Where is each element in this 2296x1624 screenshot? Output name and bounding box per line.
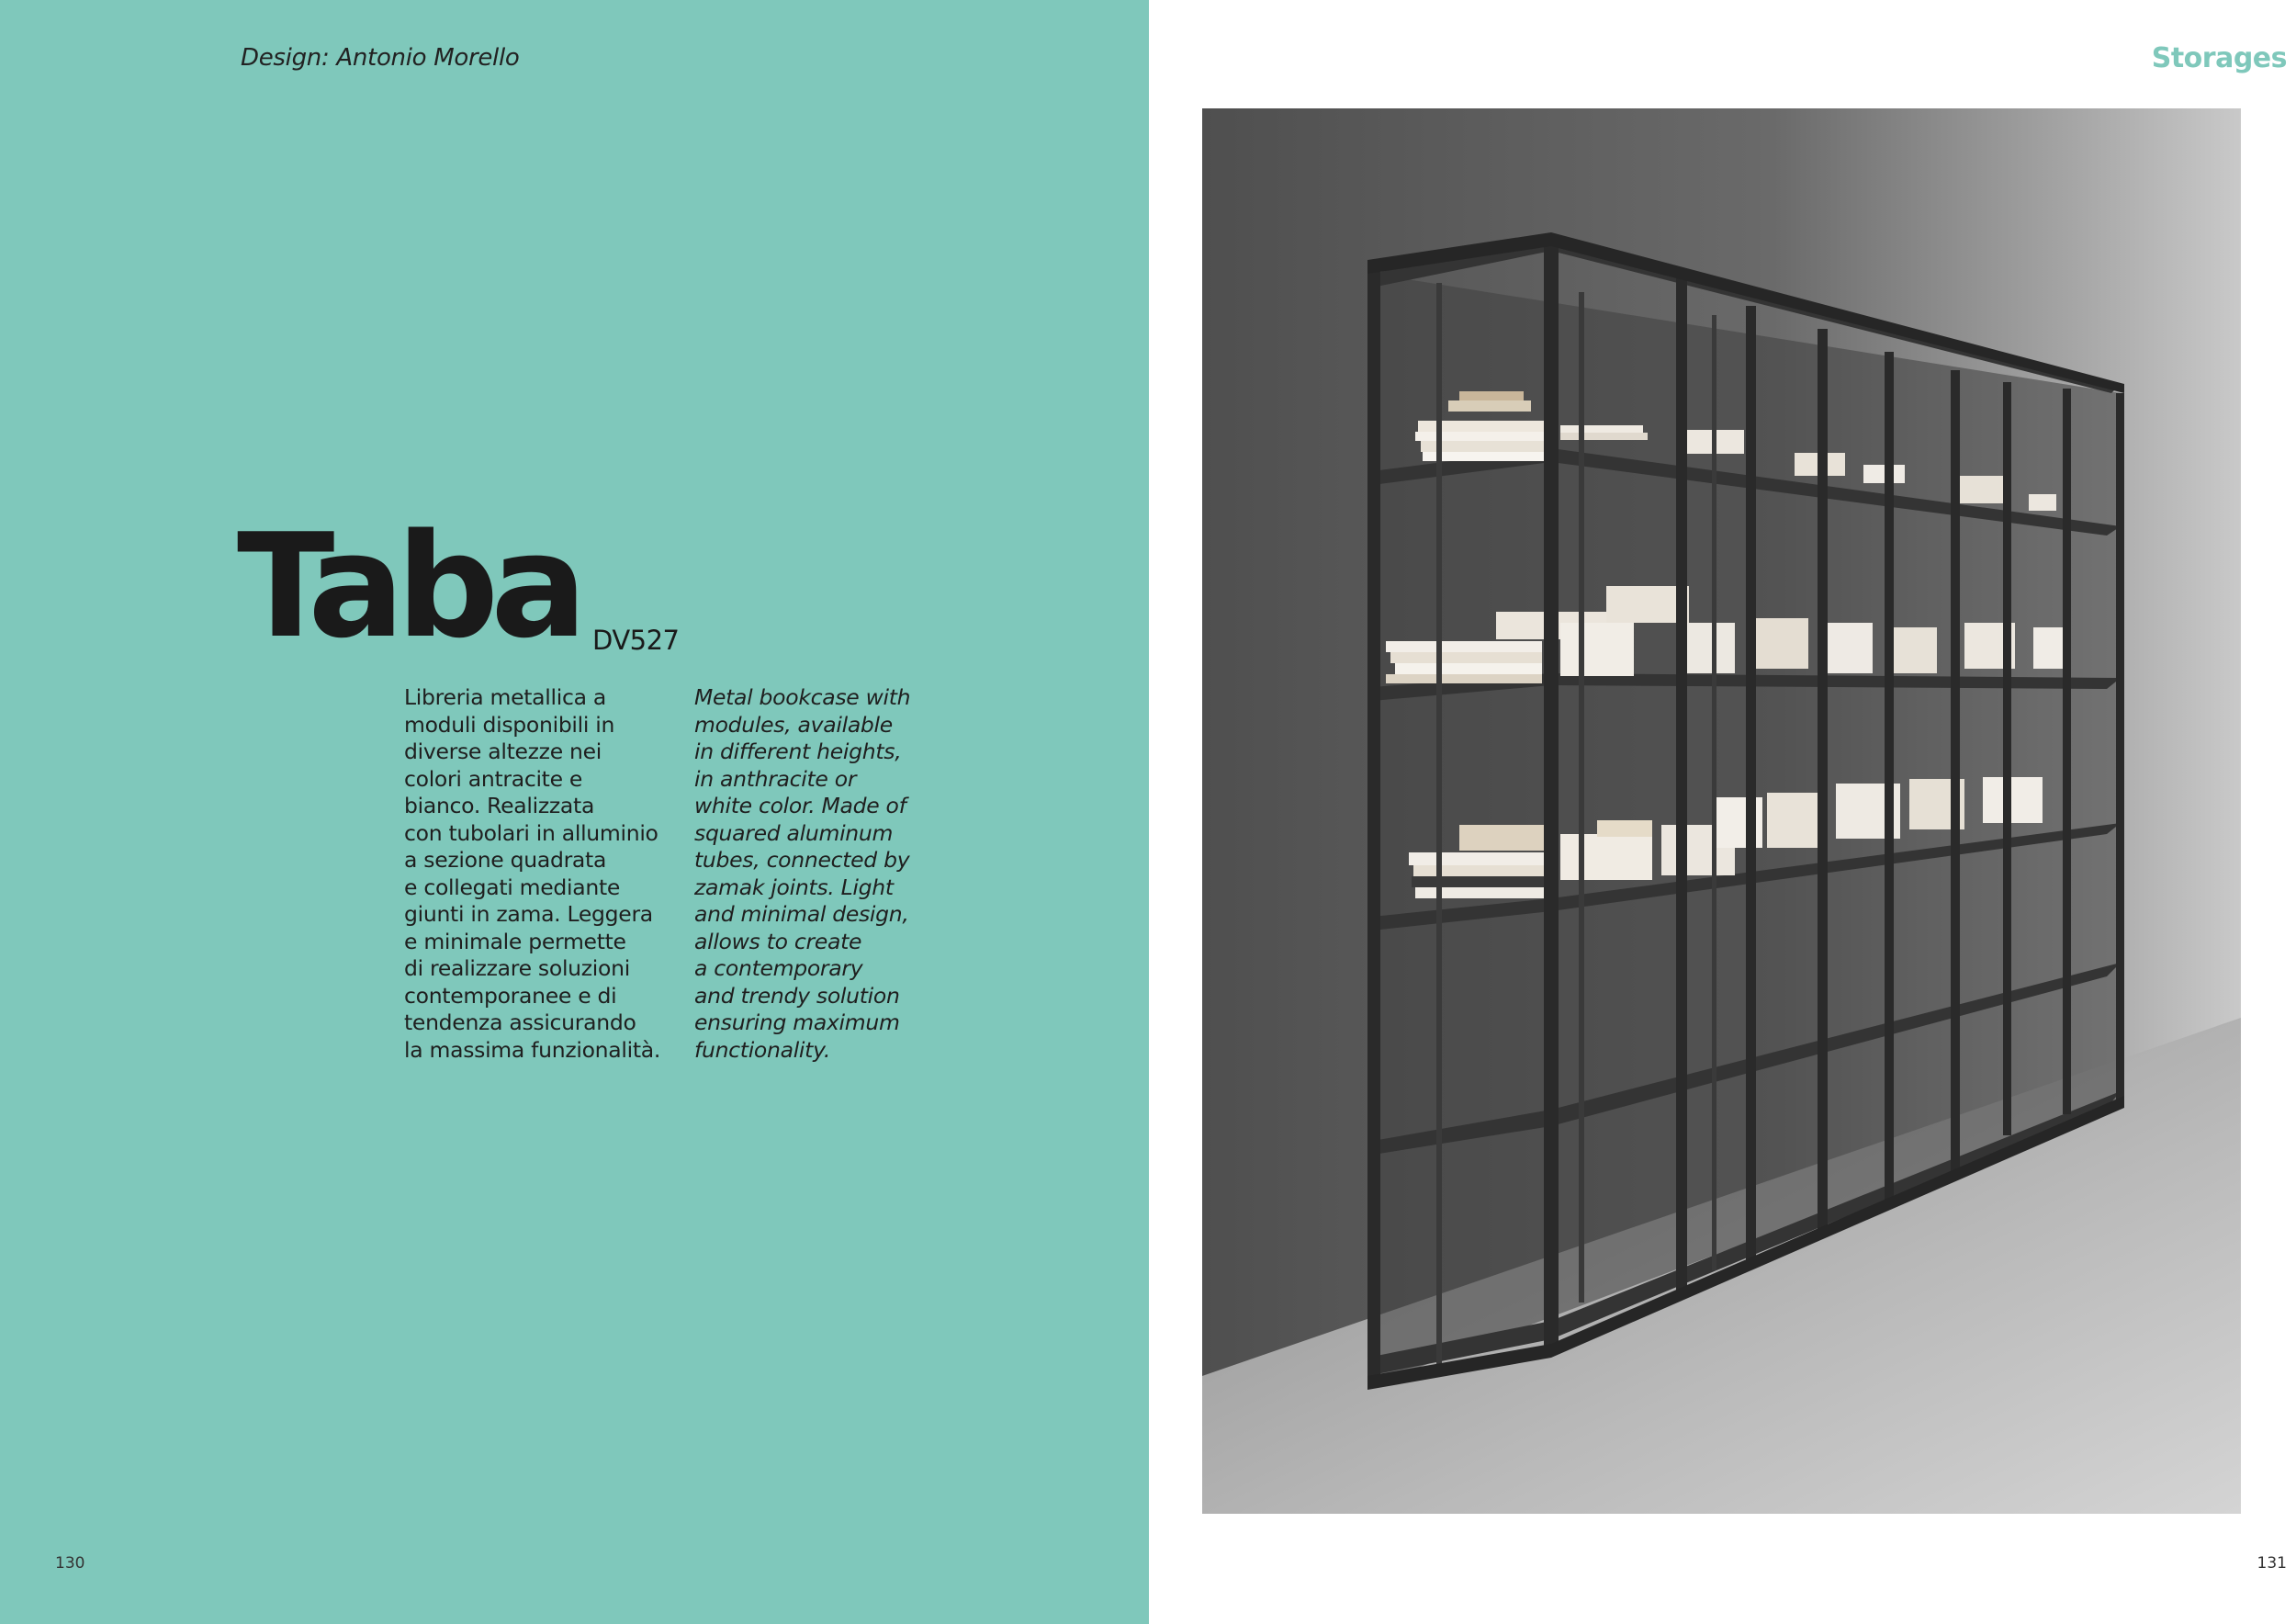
description-line: in different heights, [694, 739, 902, 764]
description-line: giunti in zama. Leggera [404, 901, 653, 927]
description-line: diverse altezze nei [404, 739, 602, 764]
description-line: zamak joints. Light [694, 874, 894, 900]
description-line: colori antracite e [404, 765, 583, 792]
description-line: squared aluminum [694, 819, 894, 846]
description-line: bianco. Realizzata [404, 793, 595, 818]
description-line: Libreria metallica a [404, 684, 606, 710]
description-line: e minimale permette [404, 928, 626, 954]
description-italian [404, 684, 660, 1064]
description-line: e collegati mediante [404, 874, 621, 900]
description-line: functionality. [694, 1036, 831, 1063]
description-line: tubes, connected by [694, 847, 910, 873]
page-number-right: 131 [2257, 1554, 2287, 1573]
description-line: tendenza assicurando [404, 1009, 636, 1035]
bookcase-photo [1202, 108, 2241, 1514]
description-line: white color. Made of [694, 793, 906, 818]
designer-credit: Design: Antonio Morello [241, 44, 520, 72]
description-line: di realizzare soluzioni [404, 955, 630, 981]
description-line: and trendy solution [694, 982, 900, 1009]
description-line: moduli disponibili in [404, 711, 615, 738]
description-line: contemporanee e di [404, 982, 617, 1009]
description-english [694, 684, 910, 1064]
description-line: con tubolari in alluminio [404, 819, 658, 846]
product-title: Taba [237, 502, 580, 670]
description-line: and minimal design, [694, 901, 909, 927]
description-line: a contemporary [694, 955, 863, 981]
description-line: Metal bookcase with [694, 684, 911, 710]
product-code: DV527 [592, 625, 680, 656]
description-line: modules, available [694, 711, 893, 738]
description-line: la massima funzionalità. [404, 1036, 661, 1063]
page-number-left: 130 [55, 1554, 85, 1573]
description-line: allows to create [694, 928, 862, 954]
section-label: Storages [2151, 42, 2287, 74]
description-line: a sezione quadrata [404, 847, 607, 873]
right-page [1149, 0, 2296, 1624]
description-line: in anthracite or [694, 765, 857, 792]
description-line: ensuring maximum [694, 1009, 900, 1035]
